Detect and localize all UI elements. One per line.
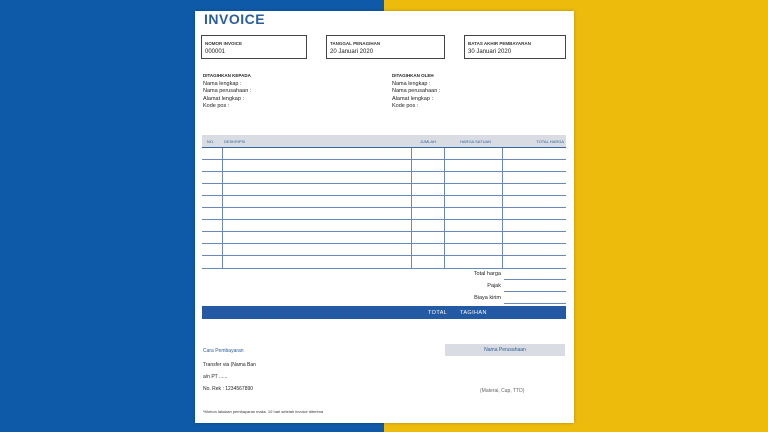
header-quantity: JUMLAH [420,139,437,144]
table-row [202,255,566,256]
table-row [202,268,566,269]
billing-date-box [326,35,445,59]
tax-line [504,291,566,292]
billing-date-label: TANGGAL PENAGIHAN [330,41,381,46]
billed-to-line: Nama perusahaan : [203,88,252,94]
table-row [202,231,566,232]
table-row [202,243,566,244]
invoice-number-value: 000001 [205,49,226,55]
table-row [202,159,566,160]
table-row [202,207,566,208]
header-description: DESKRIPSI [224,139,246,144]
table-row [202,171,566,172]
shipping-label: Biaya kirim [474,295,501,301]
billed-by-line: Nama perusahaan : [392,88,441,94]
billed-by-line: Nama lengkap : [392,80,431,87]
tagihan-label: TAGIHAN [460,310,487,316]
header-total-price: TOTAL HARGA [536,139,564,144]
column-divider [222,148,223,268]
footer-note: *Mohon lakukan pembayaran maks. 10 hari setelah invoice diterima [203,409,324,414]
billed-by-heading: DITAGIHKAN OLEH [392,73,434,78]
billed-by-line: Kode pos : [392,103,419,109]
billed-to-line: Kode pos : [203,103,230,109]
billed-by-line: Alamat lengkap : [392,95,433,102]
billed-to-heading: DITAGIHKAN KEPADA [203,73,251,78]
invoice-number-box [201,35,307,59]
due-date-box [464,35,566,59]
billed-to-block [203,72,251,111]
table-body [202,148,566,271]
invoice-document [195,11,574,423]
invoice-number-label: NOMOR INVOICE [205,41,243,46]
due-date-label: BATAS AKHIR PEMBAYARAN [468,41,531,46]
shipping-line [504,303,566,304]
column-divider [444,148,445,268]
header-no: NO. [207,139,215,144]
column-divider [502,148,503,268]
table-row [202,195,566,196]
header-unit-price: HARGA SATUAN [460,139,492,144]
billed-to-line: Alamat lengkap : [203,95,244,102]
items-table [202,135,566,271]
total-bar [202,306,566,319]
due-date-value: 30 Januari 2020 [468,49,512,55]
company-name-box: Nama Perusahaan [445,344,565,356]
payment-line: Transfer via (Nama Ban [203,362,256,368]
table-row [202,219,566,220]
subtotal-label: Total harga [473,271,501,277]
column-divider [411,148,412,268]
payment-line: No. Rek : 1234567890 [203,386,254,392]
invoice-title: INVOICE [204,11,266,27]
billed-by-block [392,72,440,111]
table-row [202,183,566,184]
table-header [202,135,566,148]
total-label: TOTAL [428,310,448,316]
subtotal-line [504,279,566,280]
tax-label: Pajak [487,283,501,289]
billing-date-value: 20 Januari 2020 [330,49,374,55]
billed-to-line: Nama lengkap : [203,80,242,87]
payment-heading: Cara Pembayaran [203,348,244,354]
payment-line: a/n PT ...... [203,374,228,380]
signature-note: (Materai, Cap, TTD) [480,388,525,394]
